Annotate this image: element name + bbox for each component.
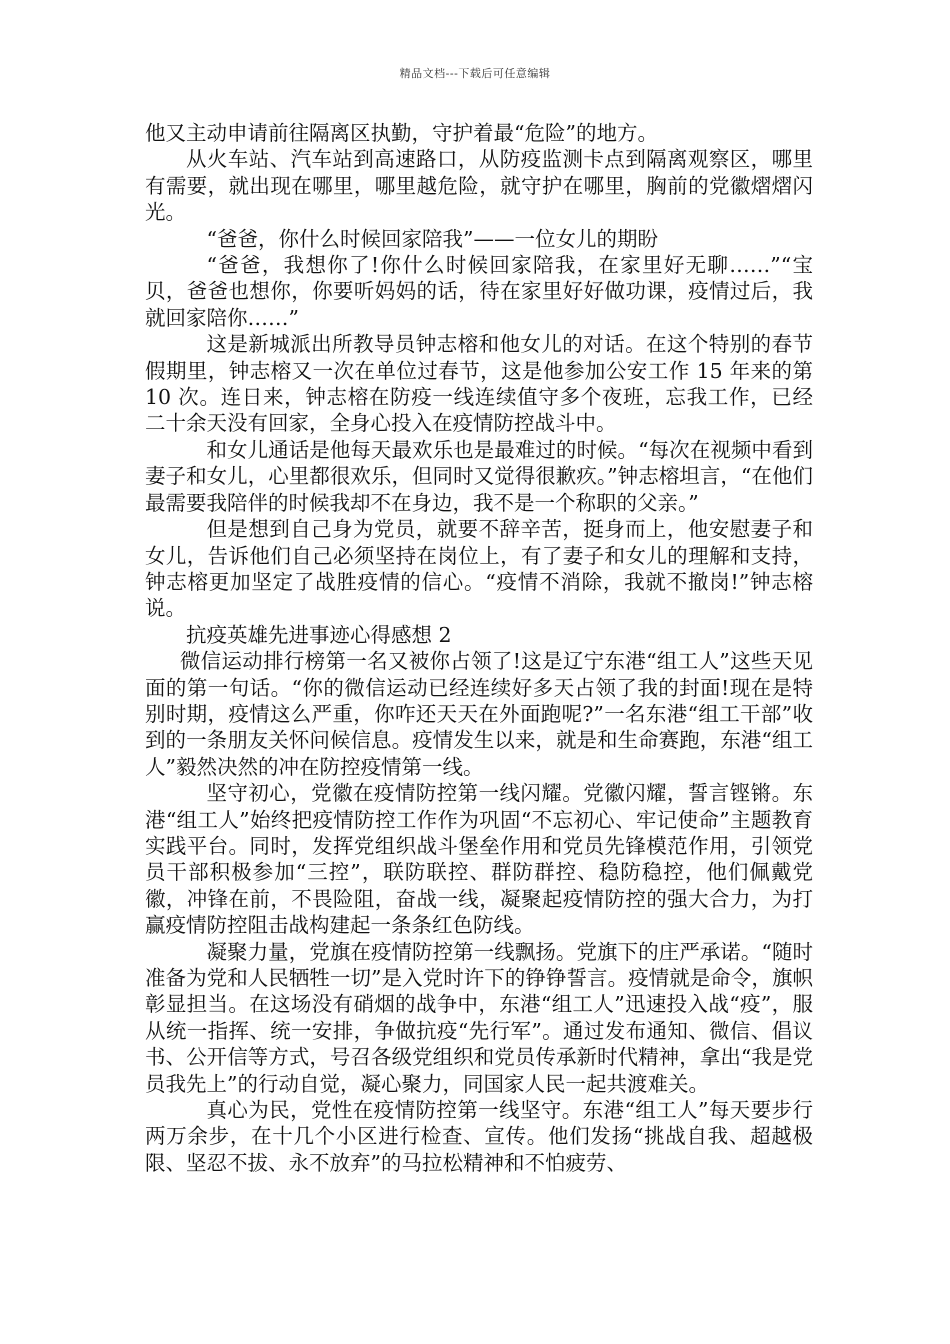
paragraph: 和女儿通话是他每天最欢乐也是最难过的时候。“每次在视频中看到妻子和女儿，心里都很欢乐，但同时又觉得很歉疚。”钟志榕坦言，“在他们最需要我陪伴的时候我却不在身边，我不是一个称职的父亲。” <box>145 437 813 515</box>
paragraph: 他又主动申请前往隔离区执勤，守护着最“危险”的地方。 <box>145 121 658 145</box>
document-body <box>145 120 813 1176</box>
section-heading: 抗疫英雄先进事迹心得感想 2 <box>186 622 452 647</box>
paragraph: 坚守初心，党徽在疫情防控第一线闪耀。党徽闪耀，誓言铿锵。东港“组工人”始终把疫情防控工作作为巩固“不忘初心、牢记使命”主题教育实践平台。同时，发挥党组织战斗堡垒作用和党员先锋模范作用，引领党员干部积极参加“三控”，联防联控、群防群控、稳防稳控，他们佩戴党徽，冲锋在前，不畏险阻，奋战一线，凝聚起疫情防控的强大合力，为打赢疫情防控阻击战构建起一条条红色防线。 <box>145 781 813 938</box>
paragraph: 这是新城派出所教导员钟志榕和他女儿的对话。在这个特别的春节假期里，钟志榕又一次在单位过春节，这是他参加公安工作 15 年来的第 10 次。连日来，钟志榕在防疫一线连续值守多个夜班，忘我工作，已经二十余天没有回家，全身心投入在疫情防控战斗中。 <box>145 332 813 436</box>
section-heading: “爸爸，你什么时候回家陪我”——一位女儿的期盼 <box>206 226 658 251</box>
paragraph: 但是想到自己身为党员，就要不辞辛苦，挺身而上，他安慰妻子和女儿，告诉他们自己必须坚持在岗位上，有了妻子和女儿的理解和支持，钟志榕更加坚定了战胜疫情的信心。“疫情不消除，我就不撤岗!”钟志榕说。 <box>145 517 813 621</box>
paragraph: 凝聚力量，党旗在疫情防控第一线飘扬。党旗下的庄严承诺。“随时准备为党和人民牺牲一切”是入党时许下的铮铮誓言。疫情就是命令，旗帜彰显担当。在这场没有硝烟的战争中，东港“组工人”迅速投入战“疫”，服从统一指挥、统一安排，争做抗疫“先行军”。通过发布通知、微信、倡议书、公开信等方式，号召各级党组织和党员传承新时代精神，拿出“我是党员我先上”的行动自觉，凝心聚力，同国家人民一起共渡难关。 <box>145 939 813 1096</box>
page-header: 精品文档---下载后可任意编辑 <box>399 67 551 80</box>
paragraph: 真心为民，党性在疫情防控第一线坚守。东港“组工人”每天要步行两万余步，在十几个小区进行检查、宣传。他们发扬“挑战自我、超越极限、坚忍不拔、永不放弃”的马拉松精神和不怕疲劳、 <box>145 1098 813 1175</box>
paragraph: 从火车站、汽车站到高速路口，从防疫监测卡点到隔离观察区，哪里有需要，就出现在哪里，哪里越危险，就守护在哪里，胸前的党徽熠熠闪光。 <box>145 147 813 225</box>
paragraph: 微信运动排行榜第一名又被你占领了!这是辽宁东港“组工人”这些天见面的第一句话。“你的微信运动已经连续好多天占领了我的封面!现在是特别时期，疫情这么严重，你咋还天天在外面跑呢?”一名东港“组工干部”收到的一条朋友关怀问候信息。疫情发生以来，就是和生命赛跑，东港“组工人”毅然决然的冲在防控疫情第一线。 <box>145 649 813 779</box>
paragraph: “爸爸，我想你了!你什么时候回家陪我，在家里好无聊……”“宝贝，爸爸也想你，你要听妈妈的话，待在家里好好做功课，疫情过后，我就回家陪你……” <box>145 253 813 330</box>
